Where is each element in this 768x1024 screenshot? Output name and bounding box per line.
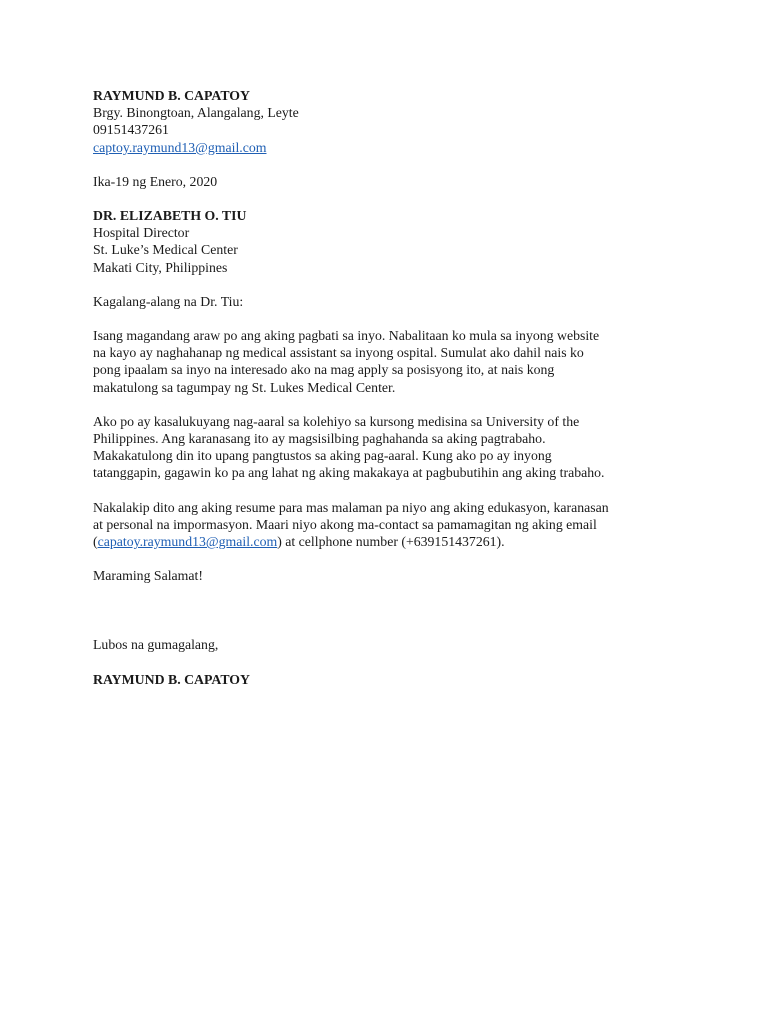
closing-line: Lubos na gumagalang,	[93, 637, 219, 653]
sender-name: RAYMUND B. CAPATOY	[93, 88, 251, 103]
recipient-name: DR. ELIZABETH O. TIU	[93, 208, 247, 224]
paren-open: (	[93, 534, 98, 550]
paragraph-line	[93, 533, 693, 550]
thanks-line: Maraming Salamat!	[93, 568, 203, 584]
paragraph-line: tatanggapin, gagawin ko pa ang lahat ng aking makakaya at pagbubutihin ang aking trabaho.	[93, 465, 605, 481]
paragraph-line: Nakalakip dito ang aking resume para mas malaman pa niyo ang aking edukasyon, karanasan	[93, 499, 609, 515]
recipient-title: Hospital Director	[93, 225, 190, 241]
paragraph-line: Ako po ay kasalukuyang nag-aaral sa kolehiyo sa kursong medisina sa University of the	[93, 413, 580, 429]
recipient-organization: St. Luke’s Medical Center	[93, 242, 238, 258]
signature-name: RAYMUND B. CAPATOY	[93, 671, 251, 687]
paragraph-line: Isang magandang araw po ang aking pagbati sa inyo. Nabalitaan ko mula sa inyong website	[93, 328, 600, 344]
contact-number-text: ) at cellphone number (+639151437261).	[277, 534, 505, 550]
paragraph-line: Philippines. Ang karanasang ito ay magsisilbing paghahanda sa aking pagtrabaho.	[93, 431, 546, 447]
body-email-link[interactable]: capatoy.raymund13@gmail.com	[97, 534, 278, 550]
sender-address: Brgy. Binongtoan, Alangalang, Leyte	[93, 105, 299, 121]
letter-body	[93, 87, 693, 688]
paragraph-line: Makakatulong din ito upang pangtustos sa aking pag-aaral. Kung ako po ay inyong	[93, 448, 552, 464]
recipient-block	[93, 207, 693, 276]
paragraph-line: pong ipaalam sa inyo na interesado ako na mag apply sa posisyong ito, at nais kong	[93, 362, 555, 378]
paragraph-2	[93, 413, 693, 482]
sender-phone: 09151437261	[93, 122, 169, 138]
sender-block	[93, 87, 693, 156]
recipient-city: Makati City, Philippines	[93, 259, 228, 275]
sender-email-link[interactable]: captoy.raymund13@gmail.com	[93, 139, 267, 155]
paragraph-3	[93, 499, 693, 551]
paragraph-1	[93, 327, 693, 396]
paragraph-line: na kayo ay naghahanap ng medical assistant sa inyong ospital. Sumulat ako dahil nais ko	[93, 345, 584, 361]
paragraph-line: at personal na impormasyon. Maari niyo akong ma-contact sa pamamagitan ng aking email	[93, 516, 597, 532]
paragraph-line: makatulong sa tagumpay ng St. Lukes Medical Center.	[93, 379, 396, 395]
letter-date: Ika-19 ng Enero, 2020	[93, 173, 218, 189]
salutation: Kagalang-alang na Dr. Tiu:	[93, 293, 244, 309]
